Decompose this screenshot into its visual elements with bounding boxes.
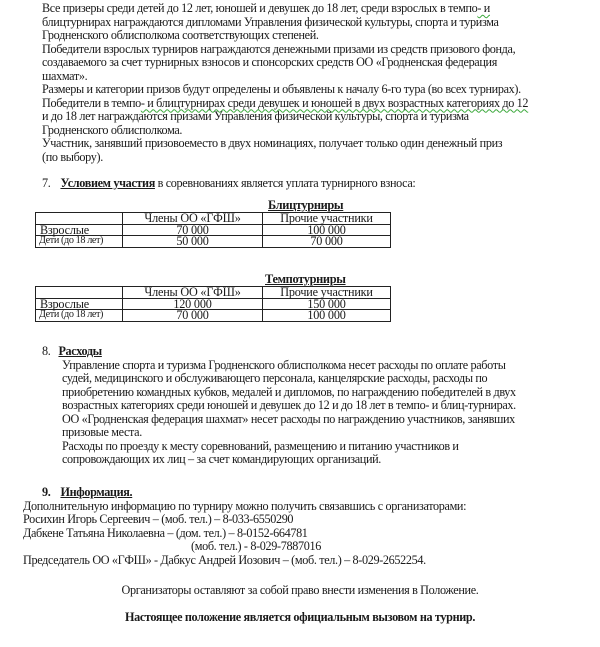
row-label: Дети (до 18 лет): [36, 310, 123, 322]
text-line: Гродненского облисполкома.: [42, 122, 183, 137]
text-line: Победители взрослых турниров награждаются денежными призами из средств призового фонда,: [42, 41, 516, 56]
text-line: возрастных категориях среди юношей и девушек до 12 и до 18 лет в темпо- и блиц-турнирах.: [62, 398, 516, 412]
members-fee: 50 000: [123, 236, 263, 248]
text-line: судей, медицинского и обслуживающего персонала, канцелярские расходы, расходы по: [62, 371, 488, 385]
section-number: 9.: [42, 485, 51, 499]
text-line: Все призеры среди детей до 12 лет, юношей и девушек до 18 лет, среди взрослых в темпо- и: [42, 1, 490, 15]
members-fee: 70 000: [123, 224, 263, 236]
table-header-cell: Члены ОО «ГФШ»: [123, 213, 263, 225]
members-fee: 120 000: [123, 298, 263, 310]
section-7-heading: [42, 177, 415, 190]
contact-line: Председатель ОО «ГФШ» - Дабкус Андрей Иозович – (моб. тел.) – 8-029-2652254.: [23, 552, 426, 567]
text-line: Победители в темпо- и блицтурнирах среди девушек и юношей в двух возрастных категориях до 12: [42, 95, 529, 110]
text-line: шахмат».: [42, 68, 88, 83]
section-9-heading: [42, 486, 132, 499]
official-invitation-note: Настоящее положение является официальным вызовом на турнир.: [124, 610, 476, 624]
blitz-table-caption: Блицтурниры: [268, 198, 344, 212]
text-line: Гродненского облисполкома соответствующих степеней.: [42, 28, 319, 42]
text-line: создаваемого за счет турнирных взносов и спонсорских средств ОО «Гродненская федерация: [42, 55, 497, 69]
text-line: Расходы по проезду к месту соревнований, размещению и питанию участников и: [62, 438, 459, 453]
row-label: Взрослые: [36, 298, 123, 310]
section-title: Информация.: [60, 485, 133, 499]
text-line: Участник, занявший призовоеместо в двух номинациях, получает только один денежный приз: [42, 136, 503, 150]
others-fee: 100 000: [263, 310, 391, 322]
section-number: 7.: [42, 176, 51, 190]
row-label: Взрослые: [36, 224, 123, 236]
text-line: ОО «Гродненская федерация шахмат» несет расходы по награждению участников, занявших: [62, 411, 515, 426]
contact-line: (моб. тел.) - 8-029-7887016: [191, 539, 321, 553]
text-line: блицтурнирах награждаются дипломами Управления физической культуры, спорта и туризма: [42, 14, 499, 29]
row-label: Дети (до 18 лет): [36, 236, 123, 248]
section-title: Условием участия: [60, 176, 155, 190]
info-intro: Дополнительную информацию по турниру можно получить связавшись с организаторами:: [23, 498, 467, 513]
text-line: приобретению командных кубков, медалей и дипломов, по награждению победителей в двух: [62, 384, 516, 399]
contact-line: Росихин Игорь Сергеевич – (моб. тел.) – 8-033-6550290: [23, 512, 294, 526]
text-line: Управление спорта и туризма Гродненского облисполкома несет расходы по оплате работы: [62, 357, 506, 372]
text-line: и до 18 лет награждаются призами Управления физической культуры, спорта и туризма: [42, 109, 469, 123]
others-fee: 70 000: [263, 236, 391, 248]
members-fee: 70 000: [123, 310, 263, 322]
table-header-cell: Прочие участники: [263, 287, 391, 299]
spellcheck-mark: - и блицтурнирах среди девушек и юношей в двух возрастных категориях до 12: [140, 95, 529, 110]
text-line: (по выбору).: [42, 149, 103, 164]
table-row: [36, 236, 391, 248]
text-line: призовые места.: [62, 425, 142, 439]
section-text: в соревнованиях является уплата турнирного взноса:: [154, 176, 416, 190]
table-header-cell: Прочие участники: [263, 213, 391, 225]
table-row: [36, 310, 391, 322]
blitz-fee-table: [35, 212, 391, 248]
section-8-heading: [42, 345, 102, 358]
text-line: Размеры и категории призов будут определены и объявлены к началу 6-го тура (во всех турнирах).: [42, 82, 521, 96]
table-header-cell: Члены ОО «ГФШ»: [123, 287, 263, 299]
section-title: Расходы: [58, 344, 102, 358]
organizers-note: Организаторы оставляют за собой право внести изменения в Положение.: [121, 583, 479, 597]
contact-line: Дабкене Татьяна Николаевна – (дом. тел.) – 8-0152-664781: [23, 525, 308, 540]
text-line: сопровождающих их лиц – за счет командирующих организаций.: [62, 452, 381, 466]
tempo-fee-table: [35, 286, 391, 322]
section-number: 8.: [42, 344, 51, 358]
others-fee: 150 000: [263, 298, 391, 310]
tempo-table-caption: Темпотурниры: [265, 272, 346, 286]
others-fee: 100 000: [263, 224, 391, 236]
